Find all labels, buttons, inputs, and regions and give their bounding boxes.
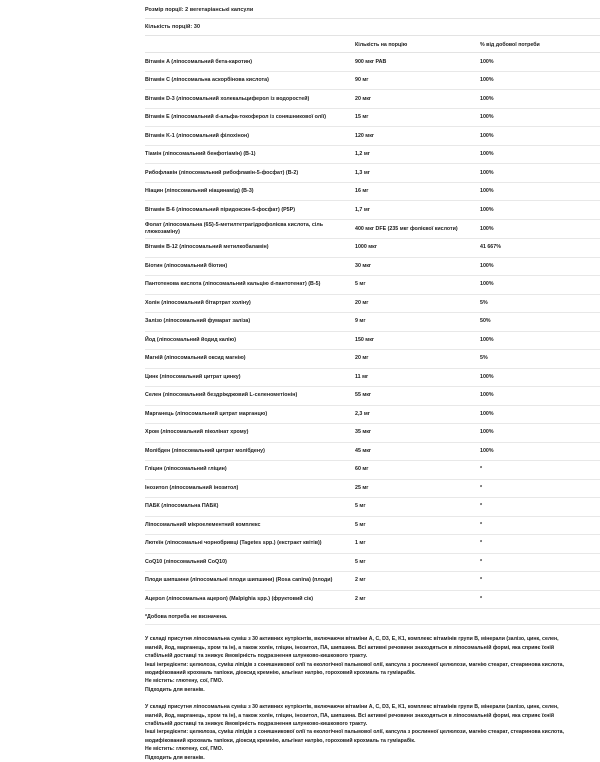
nutrient-daily-value: * <box>480 595 483 602</box>
table-row <box>145 443 600 462</box>
column-header-amount: Кількість на порцію <box>355 41 408 48</box>
nutrient-name: Вітамін B-6 (ліпосомальний піридоксин-5-фосфат) (P5P) <box>145 206 296 213</box>
nutrient-daily-value: 100% <box>480 77 494 84</box>
composition-text-1: У складі присутня ліпосомальна суміш з 30 активних нутрієнтів, включаючи вітаміни A, C, D3, E, K1, комплекс вітамінів групи B, мінерали (залізо, цинк, селен, магній, йод, марганець, хром та ін), а також холін, гліцин, інозитол, ПА, шипшина. Всі активні речовини знаходяться в ліпосомальній формі, яка сприяє їхній стабільній доставці та знижує ймовірність подразнення шлунково-кишкового тракту. <box>145 636 559 660</box>
nutrient-daily-value: 100% <box>480 188 494 195</box>
nutrient-amount: 55 мкг <box>355 392 372 399</box>
composition-text-2: У складі присутня ліпосомальна суміш з 30 активних нутрієнтів, включаючи вітаміни A, C, D3, E, K1, комплекс вітамінів групи B, мінерали (залізо, цинк, селен, магній, йод, марганець, хром та ін), а також холін, гліцин, інозитол, ПА, шипшина. Всі активні речовини знаходяться в ліпосомальній формі, яка сприяє їхній стабільній доставці та знижує ймовірність подразнення шлунково-кишкового тракту. <box>145 704 559 728</box>
nutrient-daily-value: * <box>480 466 483 473</box>
nutrient-amount: 11 мг <box>355 373 369 380</box>
nutrient-daily-value: * <box>480 484 483 491</box>
table-row <box>145 572 600 591</box>
nutrient-daily-value: 100% <box>480 262 494 269</box>
nutrient-amount: 25 мг <box>355 484 369 491</box>
nutrient-name: Вітамін A (ліпосомальний бета-каротин) <box>145 58 253 65</box>
nutrient-daily-value: * <box>480 521 483 528</box>
column-header-nutrient <box>145 42 355 49</box>
nutrient-name: Ніацин (ліпосомальний ніацинамід) (B-3) <box>145 188 254 195</box>
table-row <box>145 517 600 536</box>
nutrient-amount: 2 мг <box>355 595 366 602</box>
nutrient-amount: 2,3 мг <box>355 410 370 417</box>
nutrient-name: Рибофлавін (ліпосомальний рибофлавін-5-фосфат) (B-2) <box>145 169 299 176</box>
nutrient-amount: 16 мг <box>355 188 369 195</box>
nutrient-amount: 5 мг <box>355 281 366 288</box>
block-divider-space <box>145 694 600 703</box>
nutrient-daily-value: 50% <box>480 318 491 325</box>
table-row <box>145 350 600 369</box>
nutrient-daily-value: 100% <box>480 410 494 417</box>
servings-per-container-row: Кількість порцій: 30 <box>145 19 600 36</box>
nutrient-daily-value: 100% <box>480 151 494 158</box>
serving-size-row: Розмір порції: 2 вегетаріанські капсули <box>145 0 600 19</box>
nutrient-daily-value: * <box>480 558 483 565</box>
nutrient-table <box>145 53 600 609</box>
table-row <box>145 554 600 573</box>
nutrient-amount: 5 мг <box>355 558 366 565</box>
nutrient-daily-value: 100% <box>480 169 494 176</box>
table-row <box>145 90 600 109</box>
table-row <box>145 461 600 480</box>
table-row <box>145 387 600 406</box>
table-row <box>145 164 600 183</box>
nutrient-amount: 1000 мкг <box>355 244 378 251</box>
nutrient-daily-value: * <box>480 503 483 510</box>
nutrient-name: Цинк (ліпосомальний цитрат цинку) <box>145 373 241 380</box>
nutrient-amount: 60 мг <box>355 466 369 473</box>
table-column-headers <box>145 36 600 54</box>
nutrient-amount: 9 мг <box>355 318 366 325</box>
table-row <box>145 498 600 517</box>
nutrient-amount: 90 мг <box>355 77 369 84</box>
nutrient-amount: 1 мг <box>355 540 366 547</box>
nutrient-daily-value: 100% <box>480 132 494 139</box>
nutrient-daily-value: 5% <box>480 355 488 362</box>
nutrient-amount: 20 мг <box>355 299 369 306</box>
nutrient-amount: 35 мкг <box>355 429 372 436</box>
table-row <box>145 332 600 351</box>
nutrient-daily-value: * <box>480 577 483 584</box>
nutrient-name: Лютеїн (ліпосомальні чорнобривці (Tagetes spp.) (екстракт квітів)) <box>145 540 322 547</box>
free-from-text-2: Не містить: глютену, сої, ГМО. <box>145 746 224 753</box>
nutrient-name: Молібден (ліпосомальний цитрат молібдену) <box>145 447 265 454</box>
nutrient-name: Ацерол (ліпосомальна ацерол) (Malpighia spp.) (фруктовий сік) <box>145 595 314 602</box>
nutrient-daily-value: 100% <box>480 392 494 399</box>
nutrient-name: CoQ10 (ліпосомальний CoQ10) <box>145 558 227 565</box>
nutrient-name: Пантотенова кислота (ліпосомальний кальцію d-пантотенат) (B-5) <box>145 281 321 288</box>
table-row <box>145 127 600 146</box>
nutrient-name: Біотин (ліпосомальний біотин) <box>145 262 228 269</box>
nutrient-name: Плоди шипшини (ліпосомальні плоди шипшини) (Rosa canina) (плоди) <box>145 577 333 584</box>
table-row <box>145 183 600 202</box>
nutrient-amount: 5 мг <box>355 521 366 528</box>
table-row <box>145 258 600 277</box>
nutrient-amount: 900 мкг РАВ <box>355 58 387 65</box>
table-row <box>145 424 600 443</box>
nutrient-name: Вітамін E (ліпосомальний d-альфа-токоферол із соняшникової олії) <box>145 114 326 121</box>
nutrient-name: Хром (ліпосомальний піколінат хрому) <box>145 429 249 436</box>
nutrient-amount: 5 мг <box>355 503 366 510</box>
nutrient-name: ПАБК (ліпосомальна ПАБК) <box>145 503 219 510</box>
nutrient-daily-value: 5% <box>480 299 488 306</box>
description-block-1 <box>145 635 565 694</box>
nutrient-daily-value: * <box>480 540 483 547</box>
table-row <box>145 146 600 165</box>
nutrient-daily-value: 100% <box>480 95 494 102</box>
nutrient-daily-value: 100% <box>480 225 494 232</box>
nutrient-amount: 30 мкг <box>355 262 372 269</box>
nutrient-amount: 120 мкг <box>355 132 375 139</box>
table-row <box>145 535 600 554</box>
other-ingredients-text-1: Інші інгредієнти: целюлоза, суміш ліпідів з соняшникової олії та екологічної пальмової олії, капсула з рослинної целюлози, магнію стеарат, стеаринова кислота, модифікований крохмаль тапіоки, діоксид кремнію, альгінат натрію, гороховий крохмаль та гуміарабік. <box>145 661 564 676</box>
table-row <box>145 313 600 332</box>
nutrient-name: Марганець (ліпосомальний цитрат марганцю) <box>145 410 268 417</box>
nutrient-name: Вітамін K-1 (ліпосомальний філохінон) <box>145 132 250 139</box>
nutrient-amount: 1,3 мг <box>355 169 370 176</box>
description-block-2 <box>145 703 565 762</box>
nutrient-daily-value: 100% <box>480 447 494 454</box>
vegan-text-2: Підходить для веганів. <box>145 754 205 761</box>
table-row <box>145 109 600 128</box>
nutrient-name: Вітамін D-3 (ліпосомальний холекальциферол із водоростей) <box>145 95 310 102</box>
nutrient-name: Фолат (ліпосомальна (6S)-5-метилтетрагідрофолієва кислота, сіль глюкозаміну) <box>145 221 324 236</box>
nutrient-daily-value: 100% <box>480 336 494 343</box>
nutrient-name: Магній (ліпосомальний оксид магнію) <box>145 355 246 362</box>
nutrient-amount: 15 мг <box>355 114 369 121</box>
table-row <box>145 201 600 220</box>
daily-value-footnote: *Добова потреба не визначена. <box>145 609 600 625</box>
table-row <box>145 72 600 91</box>
column-header-daily-value: % від добової потреби <box>480 41 540 48</box>
nutrient-daily-value: 100% <box>480 429 494 436</box>
nutrient-name: Залізо (ліпосомальний фумарат заліза) <box>145 318 251 325</box>
nutrient-amount: 150 мкг <box>355 336 375 343</box>
table-row <box>145 406 600 425</box>
nutrient-amount: 20 мг <box>355 355 369 362</box>
nutrient-daily-value: 41 667% <box>480 244 501 251</box>
table-row <box>145 239 600 258</box>
nutrient-amount: 1,7 мг <box>355 206 370 213</box>
nutrient-amount: 2 мг <box>355 577 366 584</box>
table-row <box>145 369 600 388</box>
nutrient-name: Вітамін B-12 (ліпосомальний метилкобаламін) <box>145 244 269 251</box>
nutrient-daily-value: 100% <box>480 58 494 65</box>
free-from-text-1: Не містить: глютену, сої, ГМО. <box>145 678 224 685</box>
nutrient-daily-value: 100% <box>480 281 494 288</box>
nutrient-amount: 45 мкг <box>355 447 372 454</box>
nutrient-name: Гліцин (ліпосомальний гліцин) <box>145 466 227 473</box>
nutrient-name: Селен (ліпосомальний бездріжджовий L-селенометіонін) <box>145 392 298 399</box>
nutrient-name: Йод (ліпосомальний йодид калію) <box>145 336 237 343</box>
nutrient-daily-value: 100% <box>480 206 494 213</box>
nutrient-amount: 20 мкг <box>355 95 372 102</box>
table-row <box>145 480 600 499</box>
vegan-text-1: Підходить для веганів. <box>145 686 205 693</box>
nutrient-name: Вітамін C (ліпосомальна аскорбінова кислота) <box>145 77 269 84</box>
table-row <box>145 220 600 239</box>
supplement-facts-panel <box>145 0 600 762</box>
nutrient-name: Тіамін (ліпосомальний бенфотіамін) (B-1) <box>145 151 256 158</box>
nutrient-name: Інозитол (ліпосомальний інозитол) <box>145 484 239 491</box>
nutrient-daily-value: 100% <box>480 114 494 121</box>
nutrient-daily-value: 100% <box>480 373 494 380</box>
nutrient-amount: 400 мкг DFE (235 мкг фолієвої кислоти) <box>355 225 458 232</box>
nutrient-name: Холін (ліпосомальний бітартрат холіну) <box>145 299 251 306</box>
table-row <box>145 53 600 72</box>
table-row <box>145 295 600 314</box>
nutrient-amount: 1,2 мг <box>355 151 370 158</box>
table-row <box>145 591 600 610</box>
other-ingredients-text-2: Інші інгредієнти: целюлоза, суміш ліпідів з соняшникової олії та екологічної пальмової олії, капсула з рослинної целюлози, магнію стеарат, стеаринова кислота, модифікований крохмаль тапіоки, діоксид кремнію, альгінат натрію, гороховий крохмаль та гуміарабік. <box>145 729 564 744</box>
nutrient-name: Ліпосомальний мікроелементний комплекс <box>145 521 261 528</box>
table-row <box>145 276 600 295</box>
